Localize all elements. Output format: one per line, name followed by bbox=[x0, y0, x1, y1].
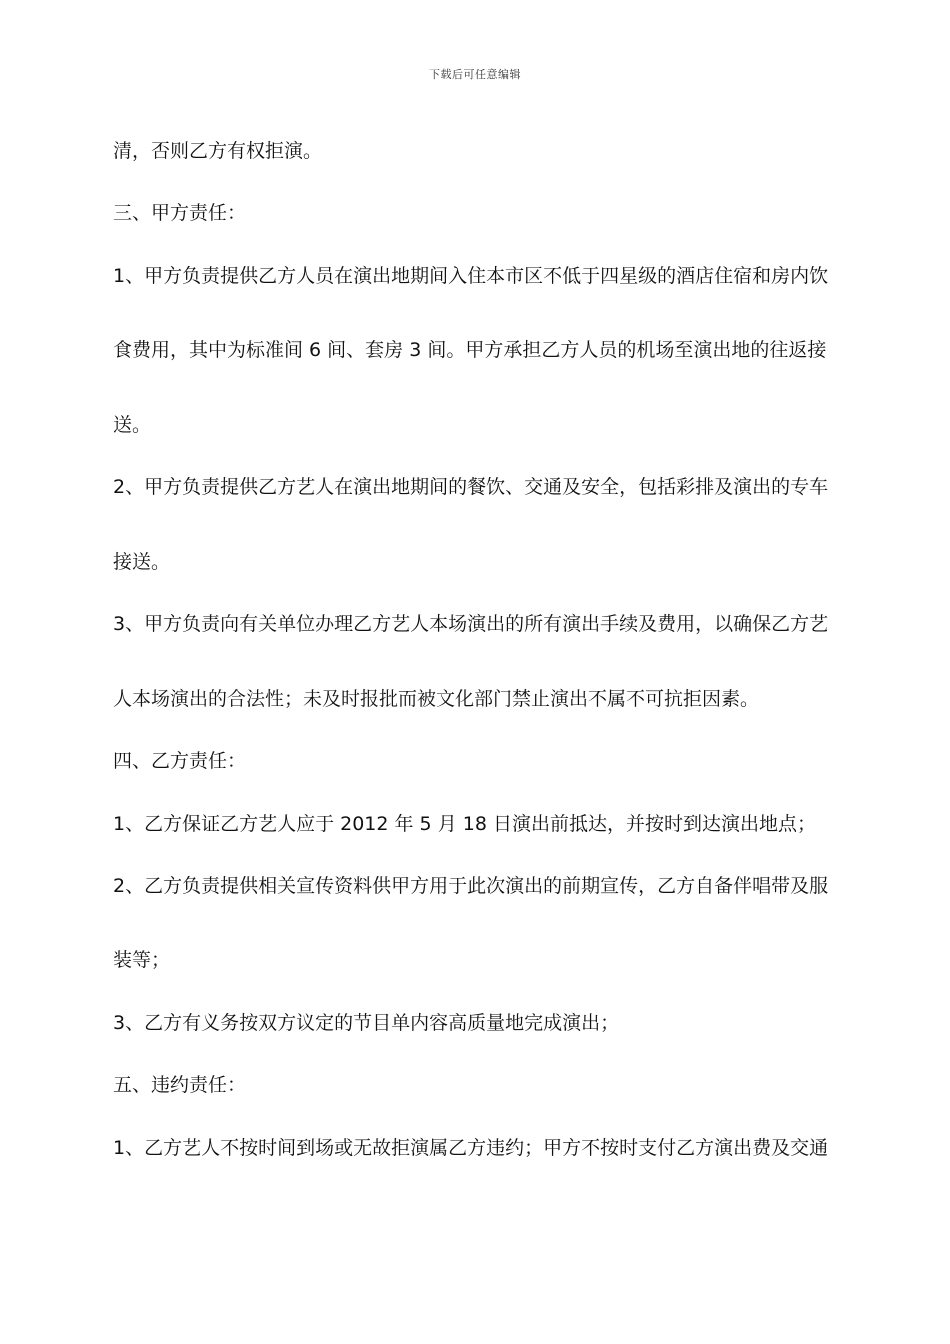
paragraph-line: 接送。 bbox=[113, 551, 171, 573]
paragraph-line: 1、乙方保证乙方艺人应于 2012 年 5 月 18 日演出前抵达，并按时到达演出地点； bbox=[113, 813, 816, 835]
paragraph-line: 2、甲方负责提供乙方艺人在演出地期间的餐饮、交通及安全，包括彩排及演出的专车 bbox=[113, 476, 829, 498]
paragraph-line: 人本场演出的合法性；未及时报批而被文化部门禁止演出不属不可抗拒因素。 bbox=[113, 688, 760, 710]
section-heading: 三、甲方责任： bbox=[113, 202, 247, 224]
paragraph-line: 送。 bbox=[113, 414, 152, 436]
page-header: 下载后可任意编辑 bbox=[429, 68, 521, 81]
paragraph-line: 食费用，其中为标准间 6 间、套房 3 间。甲方承担乙方人员的机场至演出地的往返接 bbox=[113, 339, 827, 361]
section-heading: 四、乙方责任： bbox=[113, 750, 247, 772]
section-heading: 五、违约责任： bbox=[113, 1074, 247, 1096]
paragraph-line: 3、甲方负责向有关单位办理乙方艺人本场演出的所有演出手续及费用，以确保乙方艺 bbox=[113, 613, 829, 635]
paragraph-line: 装等； bbox=[113, 949, 171, 971]
paragraph-line: 清，否则乙方有权拒演。 bbox=[113, 140, 323, 162]
paragraph-line: 1、乙方艺人不按时间到场或无故拒演属乙方违约；甲方不按时支付乙方演出费及交通 bbox=[113, 1137, 829, 1159]
paragraph-line: 3、乙方有义务按双方议定的节目单内容高质量地完成演出； bbox=[113, 1012, 620, 1034]
paragraph-line: 2、乙方负责提供相关宣传资料供甲方用于此次演出的前期宣传，乙方自备伴唱带及服 bbox=[113, 875, 829, 897]
paragraph-line: 1、甲方负责提供乙方人员在演出地期间入住本市区不低于四星级的酒店住宿和房内饮 bbox=[113, 265, 829, 287]
